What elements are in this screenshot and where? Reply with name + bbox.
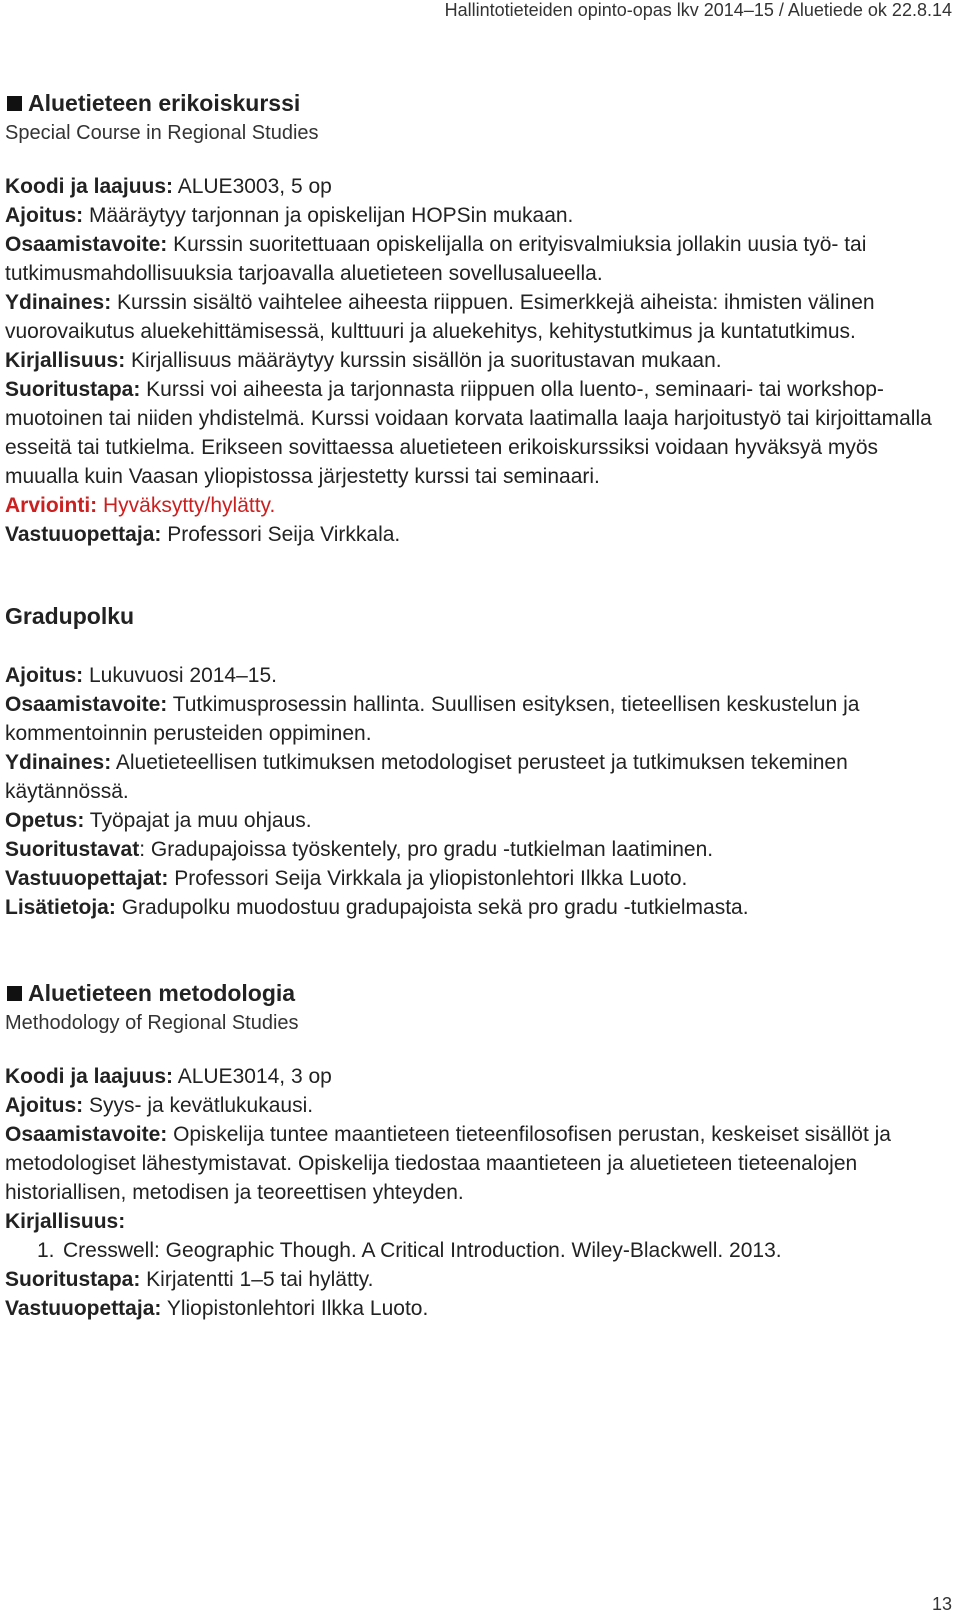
- field-kirjallisuus: [5, 346, 950, 375]
- field-value: ALUE3003, 5 op: [173, 175, 332, 198]
- field-value: : Gradupajoissa työskentely, pro gradu -tutkielman laatiminen.: [139, 838, 714, 861]
- field-value: Aluetieteellisen tutkimuksen metodologiset perusteet ja tutkimuksen tekeminen käytännössä.: [5, 751, 848, 803]
- field-vastuuopettajat: [5, 864, 950, 893]
- section-subtitle: Methodology of Regional Studies: [5, 1012, 299, 1034]
- field-value: Gradupolku muodostuu gradupajoista sekä pro gradu -tutkielmasta.: [115, 896, 749, 919]
- field-value: Kurssi voi aiheesta ja tarjonnasta riippuen olla luento-, seminaari- tai workshop-muotoinen tai niiden yhdistelmä. Kurssi voidaan korvata laatimalla laaja harjoitustyö tai kirjoittamalla esseitä tai tutkielma. Erikseen sovittaessa aluetieteen erikoiskurssiksi voidaan hyväksyä myös muualla kuin Vaasan yliopistossa järjestetty kurssi tai seminaari.: [5, 378, 932, 488]
- field-value: Kurssin suoritettuaan opiskelijalla on erityisvalmiuksia jollakin uusia työ- tai tutkimusmahdollisuuksia tarjoavalla aluetieteen sovellusalueella.: [5, 233, 867, 285]
- field-label: Osaamistavoite:: [5, 1123, 168, 1146]
- field-label: Ajoitus:: [5, 1094, 84, 1117]
- field-ajoitus: [5, 1091, 950, 1120]
- section-title-text: Aluetieteen metodologia: [28, 980, 296, 1006]
- field-suoritustapa: [5, 375, 950, 491]
- page-header: Hallintotieteiden opinto-opas lkv 2014–15 / Aluetiede ok 22.8.14: [444, 0, 952, 20]
- field-value: Professori Seija Virkkala ja yliopistonlehtori Ilkka Luoto.: [168, 867, 688, 890]
- field-label: Suoritustavat: [5, 838, 140, 861]
- literature-list: [5, 1236, 950, 1265]
- field-value: Määräytyy tarjonnan ja opiskelijan HOPSin mukaan.: [83, 204, 574, 227]
- field-value: Professori Seija Virkkala.: [161, 523, 401, 546]
- page-number: 13: [931, 1594, 952, 1614]
- section-title: [5, 88, 950, 118]
- list-item-number: 1.: [37, 1239, 55, 1262]
- field-value: Opiskelija tuntee maantieteen tieteenfilosofisen perustan, keskeiset sisällöt ja metodologiset lähestymistavat. Opiskelija tiedostaa maantieteen ja aluetieteen tieteenalojen historiallisen, metodisen ja teoreettisen yhteyden.: [5, 1123, 891, 1204]
- field-label: Kirjallisuus:: [5, 1210, 126, 1233]
- field-label: Lisätietoja:: [5, 896, 116, 919]
- field-value: Tutkimusprosessin hallinta. Suullisen esityksen, tieteellisen keskustelun ja kommentoinnin perusteiden oppiminen.: [5, 693, 860, 745]
- field-vastuuopettaja: [5, 1294, 950, 1323]
- field-osaamistavoite: [5, 1120, 950, 1207]
- field-label: Koodi ja laajuus:: [5, 1065, 174, 1088]
- field-value: Lukuvuosi 2014–15.: [83, 664, 277, 687]
- field-label: Osaamistavoite:: [5, 693, 168, 716]
- field-label: Suoritustapa:: [5, 378, 141, 401]
- field-label: Osaamistavoite:: [5, 233, 168, 256]
- field-label: Ajoitus:: [5, 664, 84, 687]
- section-erikoiskurssi: [5, 88, 950, 549]
- list-item: [37, 1236, 950, 1265]
- section-subtitle: Special Course in Regional Studies: [5, 122, 319, 144]
- field-value: Hyväksytty/hylätty.: [97, 494, 276, 517]
- field-label: Ajoitus:: [5, 204, 84, 227]
- field-value: Kurssin sisältö vaihtelee aiheesta riippuen. Esimerkkejä aiheista: ihmisten välinen vuorovaikutus aluekehittämisessä, kulttuuri ja aluekehitys, kehitystutkimus ja kuntatutkimus.: [5, 291, 875, 343]
- field-osaamistavoite: [5, 690, 950, 748]
- section-title: [5, 978, 950, 1008]
- spacer: [5, 922, 950, 978]
- field-label: Opetus:: [5, 809, 85, 832]
- field-label: Vastuuopettajat:: [5, 867, 169, 890]
- field-value: Kirjallisuus määräytyy kurssin sisällön ja suoritustavan mukaan.: [125, 349, 722, 372]
- field-label: Vastuuopettaja:: [5, 523, 162, 546]
- square-bullet-icon: [7, 96, 22, 111]
- field-label: Suoritustapa:: [5, 1268, 141, 1291]
- field-osaamistavoite: [5, 230, 950, 288]
- field-arviointi: [5, 491, 950, 520]
- square-bullet-icon: [7, 986, 22, 1001]
- section-metodologia: [5, 978, 950, 1323]
- section-title-text: Aluetieteen erikoiskurssi: [28, 90, 301, 116]
- section-gradupolku: [5, 601, 950, 922]
- list-item-text: Cresswell: Geographic Though. A Critical Introduction. Wiley-Blackwell. 2013.: [63, 1239, 782, 1262]
- field-label: Ydinaines:: [5, 751, 112, 774]
- field-value: Syys- ja kevätlukukausi.: [83, 1094, 314, 1117]
- field-value: ALUE3014, 3 op: [173, 1065, 332, 1088]
- section-title: Gradupolku: [5, 603, 135, 629]
- field-value: Yliopistonlehtori Ilkka Luoto.: [161, 1297, 429, 1320]
- field-suoritustapa: [5, 1265, 950, 1294]
- field-opetus: [5, 806, 950, 835]
- field-label: Vastuuopettaja:: [5, 1297, 162, 1320]
- field-value: Kirjatentti 1–5 tai hylätty.: [140, 1268, 374, 1291]
- field-koodi: [5, 1062, 950, 1091]
- field-label: Ydinaines:: [5, 291, 112, 314]
- field-lisatietoja: [5, 893, 950, 922]
- document-body: [5, 88, 950, 1323]
- field-value: Työpajat ja muu ohjaus.: [84, 809, 312, 832]
- field-kirjallisuus: [5, 1207, 950, 1236]
- field-ydinaines: [5, 748, 950, 806]
- field-suoritustavat: [5, 835, 950, 864]
- field-ajoitus: [5, 201, 950, 230]
- field-vastuuopettaja: [5, 520, 950, 549]
- field-ajoitus: [5, 661, 950, 690]
- field-label: Arviointi:: [5, 494, 98, 517]
- spacer: [5, 549, 950, 601]
- field-label: Kirjallisuus:: [5, 349, 126, 372]
- field-ydinaines: [5, 288, 950, 346]
- field-koodi: [5, 172, 950, 201]
- field-label: Koodi ja laajuus:: [5, 175, 174, 198]
